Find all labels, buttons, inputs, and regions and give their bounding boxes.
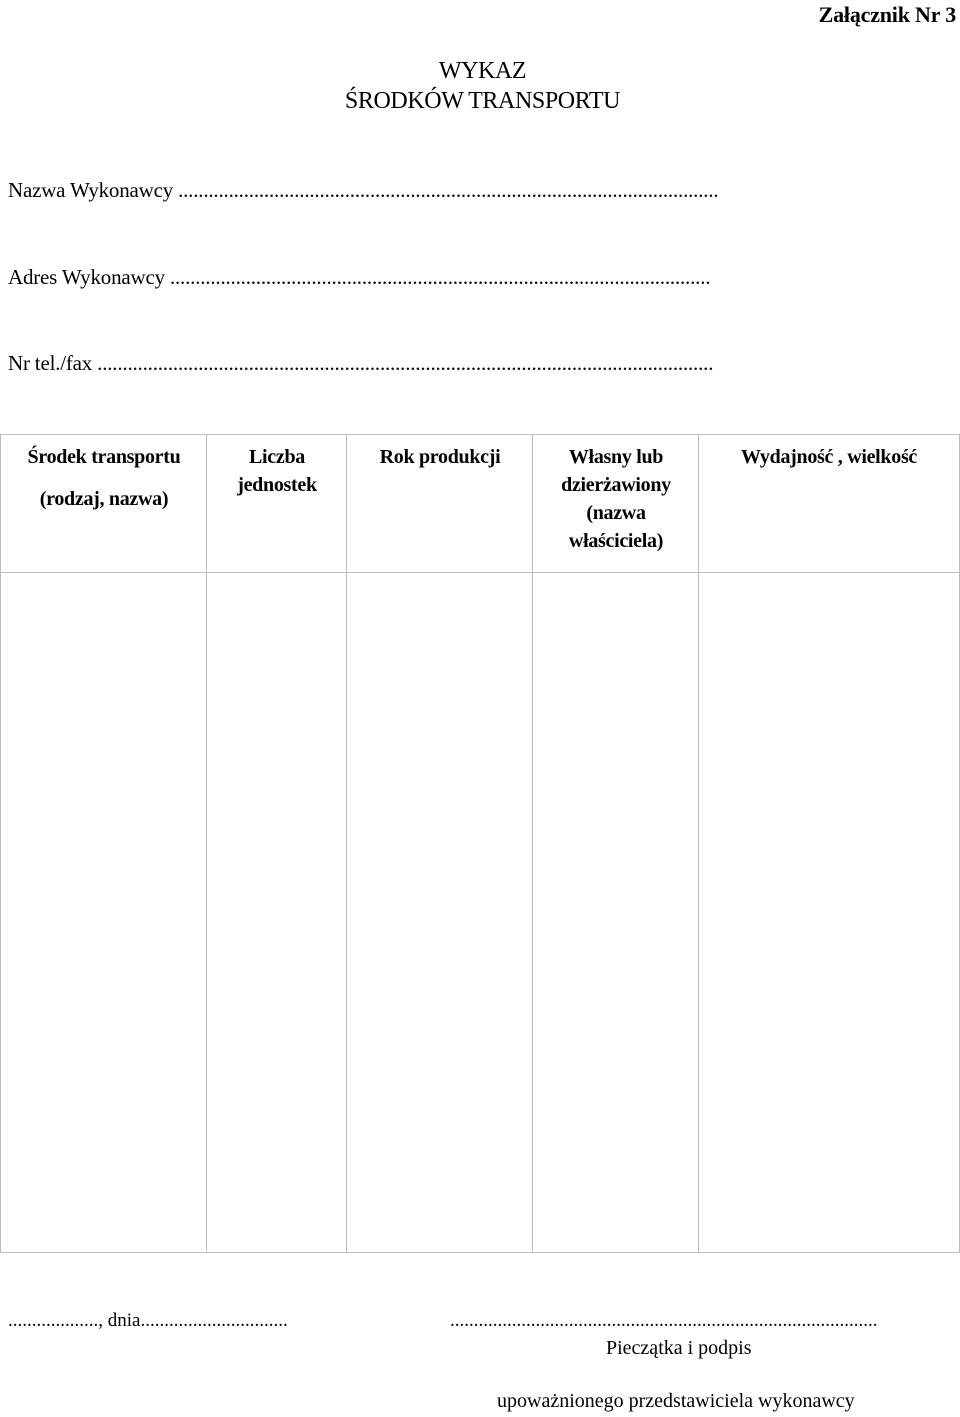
transport-table	[0, 434, 960, 1253]
document-title-line1: WYKAZ	[438, 58, 527, 84]
column-header-text: Środek transportu	[27, 446, 181, 468]
column-header-text: Własny lub	[568, 446, 664, 468]
column-header-text: właściciela)	[568, 530, 664, 552]
column-header-vehicle	[1, 435, 207, 580]
column-header-text: Liczba	[249, 446, 305, 468]
table-cell-vehicle[interactable]	[1, 573, 206, 1252]
column-header-capacity	[699, 435, 959, 580]
annex-label: Załącznik Nr 3	[818, 2, 956, 27]
place-date-field[interactable]: ..................., dnia...............................	[8, 1310, 288, 1331]
column-header-year	[347, 435, 533, 580]
column-header-units	[207, 435, 347, 580]
stamp-signature-label: Pieczątka i podpis	[606, 1337, 752, 1359]
column-header-text: Wydajność , wielkość	[740, 446, 918, 468]
column-header-text: dzierżawiony	[561, 474, 671, 496]
column-header-ownership	[533, 435, 699, 580]
column-header-text: (nazwa	[586, 502, 646, 524]
table-cell-ownership[interactable]	[533, 573, 698, 1252]
column-header-text: jednostek	[237, 474, 317, 496]
signature-field[interactable]: ..........................................................................................	[450, 1310, 878, 1331]
phone-fax-field[interactable]: Nr tel./fax ..........................................................................................................................	[8, 351, 714, 375]
contractor-name-field[interactable]: Nazwa Wykonawcy ...........................................................................................................	[8, 178, 719, 202]
document-title-line2: ŚRODKÓW TRANSPORTU	[344, 88, 621, 114]
representative-label: upoważnionego przedstawiciela wykonawcy	[497, 1390, 855, 1412]
column-header-text: (rodzaj, nazwa)	[39, 488, 169, 510]
table-cell-units[interactable]	[207, 573, 346, 1252]
table-cell-year[interactable]	[347, 573, 532, 1252]
column-header-text: Rok produkcji	[379, 446, 501, 468]
contractor-address-field[interactable]: Adres Wykonawcy ...........................................................................................................	[8, 265, 711, 289]
table-cell-capacity[interactable]	[699, 573, 959, 1252]
